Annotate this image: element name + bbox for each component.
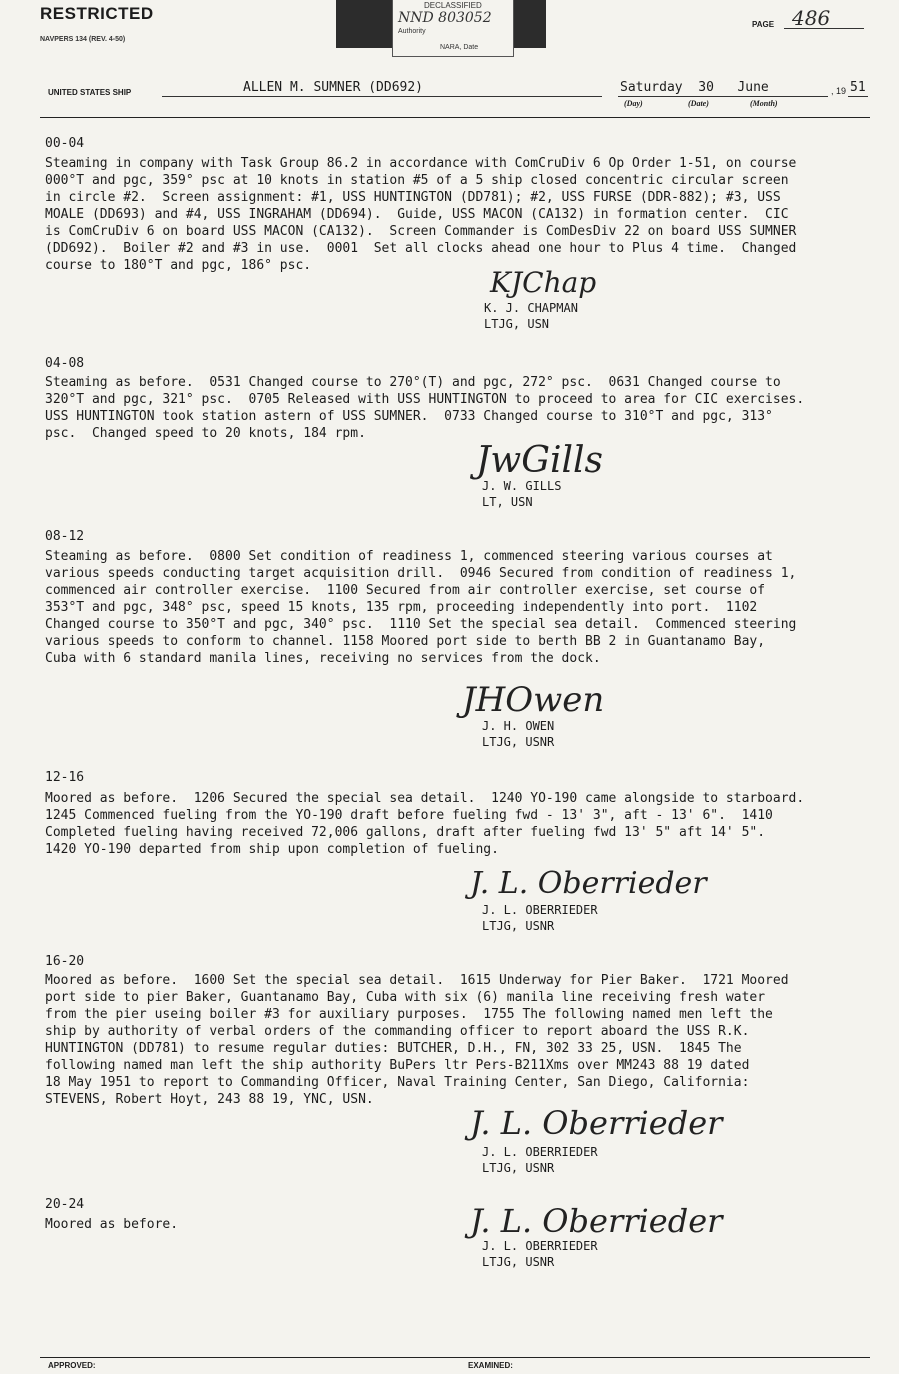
stamp-line-declassified: DECLASSIFIED bbox=[424, 1, 482, 10]
signatory-rank: LTJG, USNR bbox=[482, 735, 555, 749]
page-label: PAGE bbox=[752, 20, 775, 29]
approved-label: APPROVED: bbox=[48, 1361, 96, 1370]
signature-block bbox=[482, 718, 554, 750]
handwritten-signature: J. L. Oberrieder bbox=[470, 1104, 723, 1142]
form-number: NAVPERS 134 (REV. 4-50) bbox=[40, 36, 126, 43]
date-caption: (Date) bbox=[688, 99, 709, 108]
signature-block bbox=[482, 1144, 598, 1176]
page-number: 486 bbox=[792, 6, 831, 30]
log-month: June bbox=[737, 80, 769, 95]
log-day: Saturday bbox=[620, 80, 683, 95]
day-caption: (Day) bbox=[624, 99, 643, 108]
watch-period: 00-04 bbox=[45, 136, 85, 151]
signatory-name: J. H. OWEN bbox=[482, 719, 555, 733]
signatory-rank: LT, USN bbox=[482, 495, 533, 509]
watch-entry: Steaming in company with Task Group 86.2 in accordance with ComCruDiv 6 Op Order 1-51, on course 000°T and pgc, 359° psc at 10 knots in station #5 of a 5 ship closed concentric circular screen in circle #2. Screen assignment: #1, USS HUNTINGTON (DD781); #2, USS FURSE (DDR-882); #3, USS MOALE (DD693) and #4, USS INGRAHAM (DD694). Guide, USS MACON (CA132) in formation center. CIC is ComCruDiv 6 on board USS MACON (CA132). Screen Commander is ComDesDiv 22 on board USS SUMNER (DD692). Boiler #2 and #3 in use. 0001 Set all clocks ahead one hour to Plus 4 time. Changed course to 180°T and pgc, 186° psc. bbox=[45, 156, 797, 273]
watch-period: 12-16 bbox=[45, 770, 85, 785]
month-caption: (Month) bbox=[750, 99, 778, 108]
year-rule bbox=[848, 96, 868, 97]
signatory-name: J. L. OBERRIEDER bbox=[482, 1145, 598, 1159]
signatory-name: K. J. CHAPMAN bbox=[484, 301, 578, 315]
ship-name: ALLEN M. SUMNER (DD692) bbox=[243, 80, 424, 95]
handwritten-signature: JwGills bbox=[476, 440, 604, 481]
watch-period: 04-08 bbox=[45, 356, 85, 371]
watch-entry: Moored as before. 1206 Secured the special sea detail. 1240 YO-190 came alongside to starboard. 1245 Commenced fueling from the YO-190 draft before fueling fwd - 13' 3", aft - 13' 6". 1410 Completed fueling having received 72,006 gallons, draft after fueling fwd 13' 5" aft 14' 5". 1420 YO-190 departed from ship upon completion of fueling. bbox=[45, 791, 805, 857]
ship-label: UNITED STATES SHIP bbox=[48, 88, 132, 97]
handwritten-signature: JHOwen bbox=[462, 680, 605, 720]
year-suffix: 51 bbox=[850, 80, 866, 95]
signature-block bbox=[482, 902, 598, 934]
watch-entry: Moored as before. bbox=[45, 1217, 179, 1232]
stamp-line-authority: Authority bbox=[398, 28, 426, 35]
watch-entry: Steaming as before. 0800 Set condition of readiness 1, commenced steering various courses at various speeds conducting target acquisition drill. 0946 Secured from condition of readiness 1, commenced air controller exercise. 1100 Secured from air controller exercise, set course of 353°T and pgc, 348° psc, speed 15 knots, 135 rpm, proceeding independently into port. 1102 Changed course to 350°T and pgc, 340° psc. 1110 Set the special sea detail. Commenced steering various speeds to conform to channel. 1158 Moored port side to berth BB 2 in Guantanamo Bay, Cuba with 6 standard manila lines, receiving no services from the dock. bbox=[45, 549, 797, 666]
date-rule bbox=[618, 96, 828, 97]
header-rule bbox=[40, 117, 870, 118]
stamp-line-authority-number: NND 803052 bbox=[398, 10, 492, 26]
signatory-rank: LTJG, USNR bbox=[482, 1255, 555, 1269]
watch-period: 16-20 bbox=[45, 954, 85, 969]
watch-entry: Moored as before. 1600 Set the special sea detail. 1615 Underway for Pier Baker. 1721 Moored port side to pier Baker, Guantanamo Bay, Cuba with six (6) manila line receiving fresh water from the pier useing boiler #3 for auxiliary purposes. 1755 The following named men left the ship by authority of verbal orders of the commanding officer to report aboard the USS R.K. HUNTINGTON (DD781) to resume regular duties: BUTCHER, D.H., FN, 302 33 25, USN. 1845 The following named man left the ship authority BuPers ltr Pers-B211Xms over MM243 88 19 dated 18 May 1951 to report to Commanding Officer, Naval Training Center, San Diego, California: STEVENS, Robert Hoyt, 243 88 19, YNC, USN. bbox=[45, 973, 789, 1107]
stamp-line-nara-date: NARA, Date bbox=[440, 44, 479, 51]
handwritten-signature: J. L. Oberrieder bbox=[470, 1202, 723, 1240]
page-number-rule bbox=[784, 28, 864, 29]
handwritten-signature: KJChap bbox=[490, 266, 597, 299]
classification-label: RESTRICTED bbox=[40, 4, 154, 23]
signatory-name: J. W. GILLS bbox=[482, 479, 562, 493]
signatory-rank: LTJG, USNR bbox=[482, 1161, 555, 1175]
signatory-rank: LTJG, USN bbox=[484, 317, 550, 331]
log-date bbox=[620, 80, 769, 95]
signature-block bbox=[482, 478, 561, 510]
handwritten-signature: J. L. Oberrieder bbox=[470, 866, 707, 901]
signatory-name: J. L. OBERRIEDER bbox=[482, 1239, 598, 1253]
watch-entry: Steaming as before. 0531 Changed course to 270°(T) and pgc, 272° psc. 0631 Changed course to 320°T and pgc, 321° psc. 0705 Released with USS HUNTINGTON to proceed to area for CIC exercises. USS HUNTINGTON took station astern of USS SUMNER. 0733 Changed course to 310°T and pgc, 313° psc. Changed speed to 20 knots, 184 rpm. bbox=[45, 375, 805, 441]
year-prefix: , 19 bbox=[831, 86, 847, 96]
signatory-name: J. L. OBERRIEDER bbox=[482, 903, 598, 917]
ship-name-rule bbox=[162, 96, 602, 97]
signature-block bbox=[482, 1238, 598, 1270]
signatory-rank: LTJG, USNR bbox=[482, 919, 555, 933]
watch-period: 20-24 bbox=[45, 1197, 85, 1212]
examined-label: EXAMINED: bbox=[468, 1361, 513, 1370]
watch-period: 08-12 bbox=[45, 529, 85, 544]
signature-block bbox=[484, 300, 578, 332]
log-date-number: 30 bbox=[698, 80, 714, 95]
footer-rule bbox=[40, 1357, 870, 1358]
